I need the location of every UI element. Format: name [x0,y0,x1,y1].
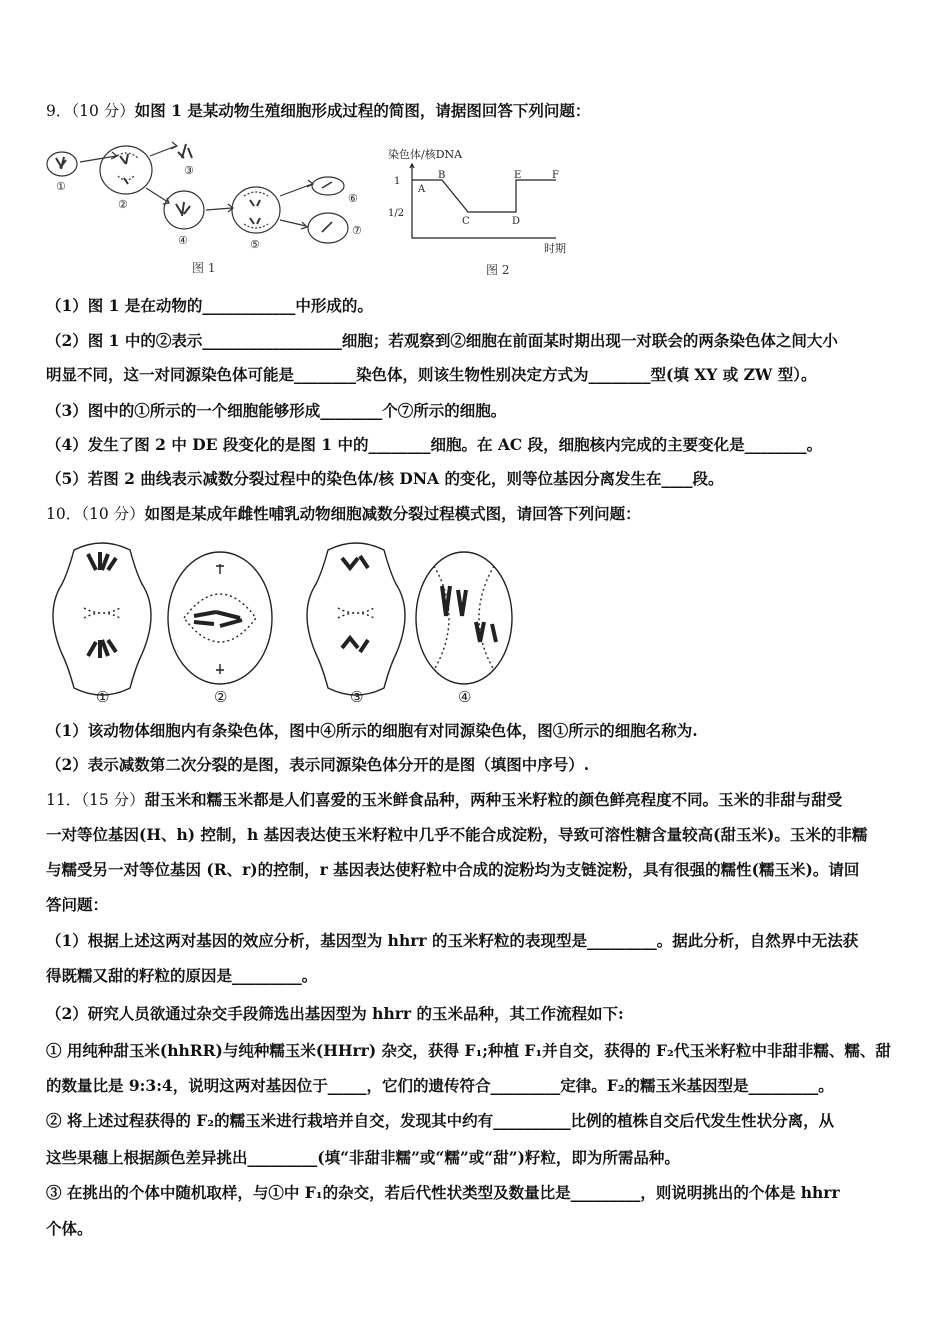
meiosis-label-3: ③ [350,688,364,706]
q11-line-3: 与糯受另一对等位基因 (R、r)的控制，r 基因表达使籽粒中合成的淀粉均为支链淀粉，具有很强的糯性(糯玉米)。请回 [46,860,860,879]
fig2-point-C: C [462,216,470,227]
meiosis-label-1: ① [96,688,110,706]
cell-7 [308,213,348,243]
fig1-caption: 图 1 [192,261,216,275]
meiosis-cell-3 [307,543,405,695]
fig2-caption: 图 2 [486,263,510,277]
fig2-point-A: A [418,184,426,195]
meiosis-cell-4 [416,552,512,684]
q9-header-text: 如图 1 是某动物生殖细胞形成过程的简图，请据图回答下列问题： [134,101,591,120]
fig2-tick-1: 1 [394,176,401,187]
q9-sub-5: （5）若图 2 曲线表示减数分裂过程中的染色体/核 DNA 的变化，则等位基因分离发生在____段。 [46,469,724,488]
q11-sub-1-line2: 得既糯又甜的籽粒的原因是_________。 [46,966,318,985]
q10-points: （10 分） [81,505,145,523]
meiosis-cells-figure [44,536,514,708]
cell-6 [312,177,344,195]
q11-header [46,789,910,811]
q11-sub-2: （2）研究人员欲通过杂交手段筛选出基因型为 hhrr 的玉米品种，其工作流程如下: [46,1004,624,1023]
q11-line-4: 答问题： [46,895,109,914]
fig1-label-3: ③ [184,164,194,177]
q9-number: 9． [46,102,72,120]
q11-step-2-line2: 这些果穗上根据颜色差异挑出_________(填“非甜非糯”或“糯”或“甜”)籽粒，即为所需品种。 [46,1148,680,1167]
meiosis-label-4: ④ [458,688,472,706]
q9-points: （10 分） [71,102,135,120]
q11-sub-1-line1: （1）根据上述这两对基因的效应分析，基因型为 hhrr 的玉米籽粒的表现型是_________。据此分析，自然界中无法获 [46,931,859,950]
fig2-point-D: D [512,216,521,227]
q9-sub-2-line1: （2）图 1 中的②表示__________________细胞；若观察到②细胞在前面某时期出现一对联会的两条染色体之间大小 [46,331,838,350]
q11-number: 11． [46,791,82,809]
q10-header [46,503,910,525]
q9-sub-2-line2: 明显不同，这一对同源染色体可能是________染色体，则该生物性别决定方式为________型(填 XY 或 ZW 型）。 [46,365,817,384]
q11-line-1: 甜玉米和糯玉米都是人们喜爱的玉米鲜食品种，两种玉米籽粒的颜色鲜亮程度不同。玉米的非甜与甜受 [144,790,843,809]
q11-points: （15 分） [81,791,145,809]
q9-sub-1: （1）图 1 是在动物的____________中形成的。 [46,296,373,315]
fig2-point-B: B [438,170,446,181]
fig2-x-label: 时期 [544,242,566,255]
fig1-label-4: ④ [178,234,188,247]
fig1-label-6: ⑥ [348,192,358,205]
cell-4 [164,191,204,229]
q11-step-3-line2: 个体。 [46,1219,93,1238]
cell-5 [232,187,280,233]
fig2-point-E: E [514,170,522,181]
q11-step-1-line1: ① 用纯种甜玉米(hhRR)与纯种糯玉米(HHrr) 杂交，获得 F₁;种植 F₁并自交，获得的 F₂代玉米籽粒中非甜非糯、糯、甜 [46,1041,891,1060]
figure-2-graph [380,142,580,280]
fig2-y-label: 染色体/核DNA [388,148,463,161]
figure-1-diagram [44,138,384,278]
q9-header [46,100,910,122]
q10-number: 10． [46,505,82,523]
q10-header-text: 如图是某成年雌性哺乳动物细胞减数分裂过程模式图，请回答下列问题： [144,504,641,523]
fig1-label-5: ⑤ [250,238,260,251]
fig2-y-axis [412,164,556,238]
q9-sub-4: （4）发生了图 2 中 DE 段变化的是图 1 中的________细胞。在 AC 段，细胞核内完成的主要变化是________。 [46,435,823,454]
q10-sub-2: （2）表示减数第二次分裂的是图，表示同源染色体分开的是图（填图中序号）. [46,755,590,774]
fig1-label-1: ① [56,180,66,193]
fig2-tick-half: 1/2 [388,208,405,219]
meiosis-label-2: ② [214,688,228,706]
fig1-label-7: ⑦ [352,224,362,237]
fig2-point-F: F [552,170,559,181]
fig1-label-2: ② [118,198,128,211]
q9-sub-3: （3）图中的①所示的一个细胞能够形成________个⑦所示的细胞。 [46,401,507,420]
fig2-curve [412,180,556,212]
q10-sub-1: （1）该动物体细胞内有条染色体，图中④所示的细胞有对同源染色体，图①所示的细胞名称为. [46,721,698,740]
q11-step-2-line1: ② 将上述过程获得的 F₂的糯玉米进行栽培并自交，发现其中约有__________比例的植株自交后代发生性状分离，从 [46,1111,835,1130]
q11-step-1-line2: 的数量比是 9:3:4，说明这两对基因位于_____，它们的遗传符合_________定律。F₂的糯玉米基因型是_________。 [46,1076,834,1095]
q11-step-3-line1: ③ 在挑出的个体中随机取样，与①中 F₁的杂交，若后代性状类型及数量比是_________，则说明挑出的个体是 hhrr [46,1183,840,1202]
q11-line-2: 一对等位基因(H、h) 控制，h 基因表达使玉米籽粒中几乎不能合成淀粉，导致可溶性糖含量较高(甜玉米)。玉米的非糯 [46,825,868,844]
